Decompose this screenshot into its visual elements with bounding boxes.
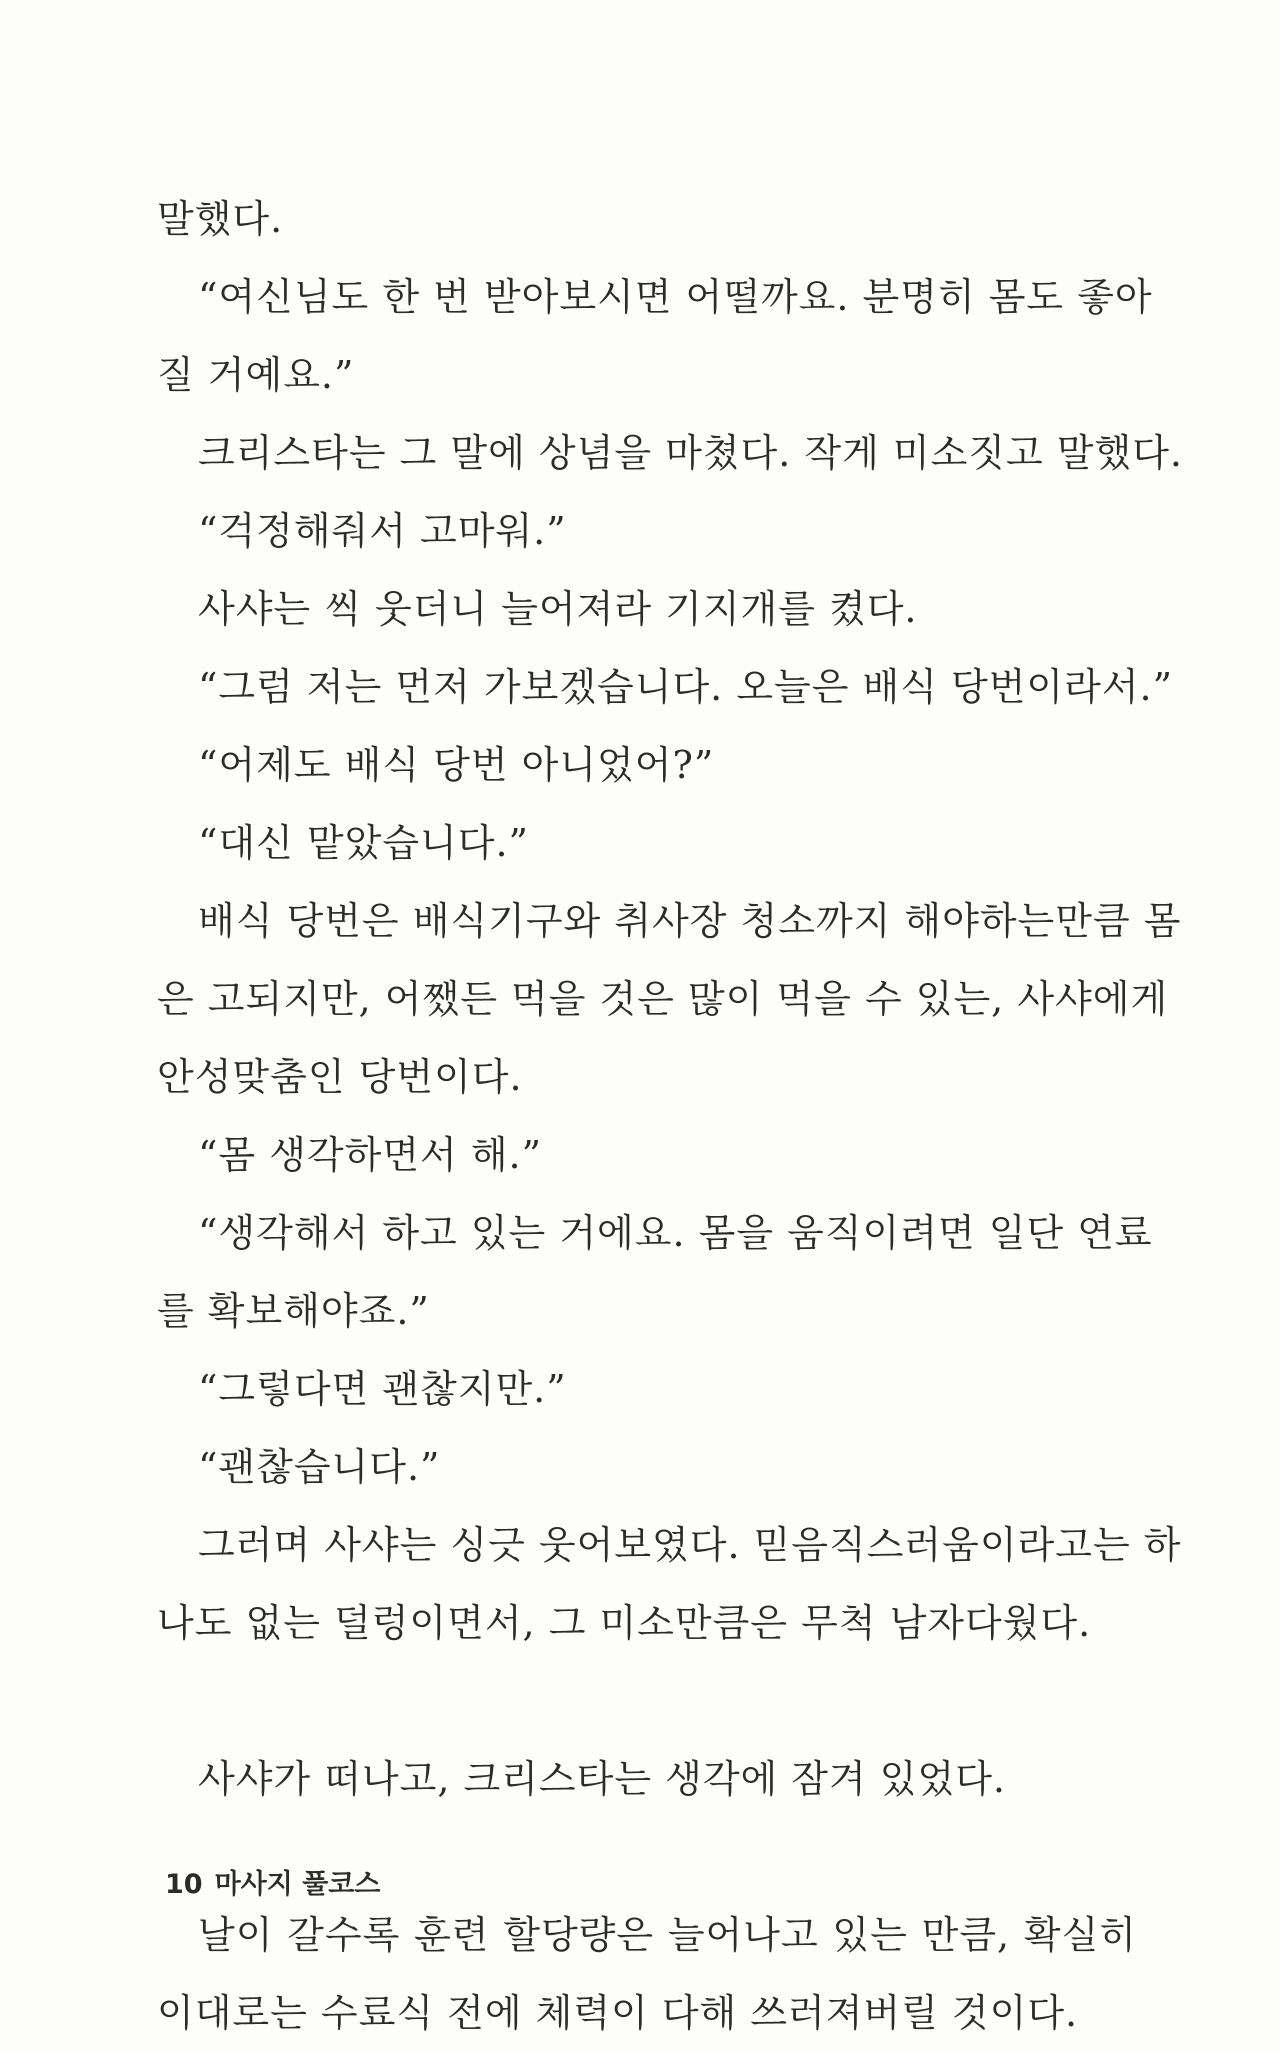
text-line: 배식 당번은 배식기구와 취사장 청소까지 해야하는만큼 몸 bbox=[198, 899, 1182, 943]
text-line: “대신 맡았습니다.” bbox=[198, 821, 529, 865]
text-line: 말했다. bbox=[157, 197, 284, 241]
text-line: 크리스타는 그 말에 상념을 마쳤다. 작게 미소짓고 말했다. bbox=[198, 431, 1183, 475]
text-line: 사샤가 떠나고, 크리스타는 생각에 잠겨 있었다. bbox=[198, 1757, 1007, 1801]
running-title: 마사지 풀코스 bbox=[214, 1869, 381, 1900]
text-line: “괜찮습니다.” bbox=[198, 1445, 441, 1489]
text-line: “그럼 저는 먼저 가보겠습니다. 오늘은 배식 당번이라서.” bbox=[198, 665, 1174, 709]
text-line: “어제도 배식 당번 아니었어?” bbox=[198, 743, 715, 787]
page-footer bbox=[165, 1862, 380, 1901]
text-line: “몸 생각하면서 해.” bbox=[198, 1133, 543, 1177]
text-line: 안성맞춤인 당번이다. bbox=[157, 1055, 523, 1099]
text-line: 질 거예요.” bbox=[157, 353, 355, 397]
body-text bbox=[157, 180, 1183, 2052]
text-line: 사샤는 씩 웃더니 늘어져라 기지개를 켰다. bbox=[198, 587, 918, 631]
text-line: 이대로는 수료식 전에 체력이 다해 쓰러져버릴 것이다. bbox=[157, 1991, 1079, 2035]
blank-line bbox=[157, 1662, 1137, 1740]
text-line: 나도 없는 덜렁이면서, 그 미소만큼은 무척 남자다웠다. bbox=[157, 1601, 1092, 1645]
text-line: 를 확보해야죠.” bbox=[157, 1289, 430, 1333]
text-line: “그렇다면 괜찮지만.” bbox=[198, 1367, 567, 1411]
text-line: “여신님도 한 번 받아보시면 어떨까요. 분명히 몸도 좋아 bbox=[198, 275, 1153, 319]
text-line: “생각해서 하고 있는 거에요. 몸을 움직이려면 일단 연료 bbox=[198, 1211, 1153, 1255]
text-line: 날이 갈수록 훈련 할당량은 늘어나고 있는 만큼, 확실히 bbox=[198, 1913, 1137, 1957]
text-line: 그러며 사샤는 싱긋 웃어보였다. 믿음직스러움이라고는 하 bbox=[198, 1523, 1182, 1567]
page-number: 10 bbox=[165, 1869, 203, 1900]
text-line: 은 고되지만, 어쨌든 먹을 것은 많이 먹을 수 있는, 사샤에게 bbox=[157, 977, 1169, 1021]
text-line: “걱정해줘서 고마워.” bbox=[198, 509, 567, 553]
